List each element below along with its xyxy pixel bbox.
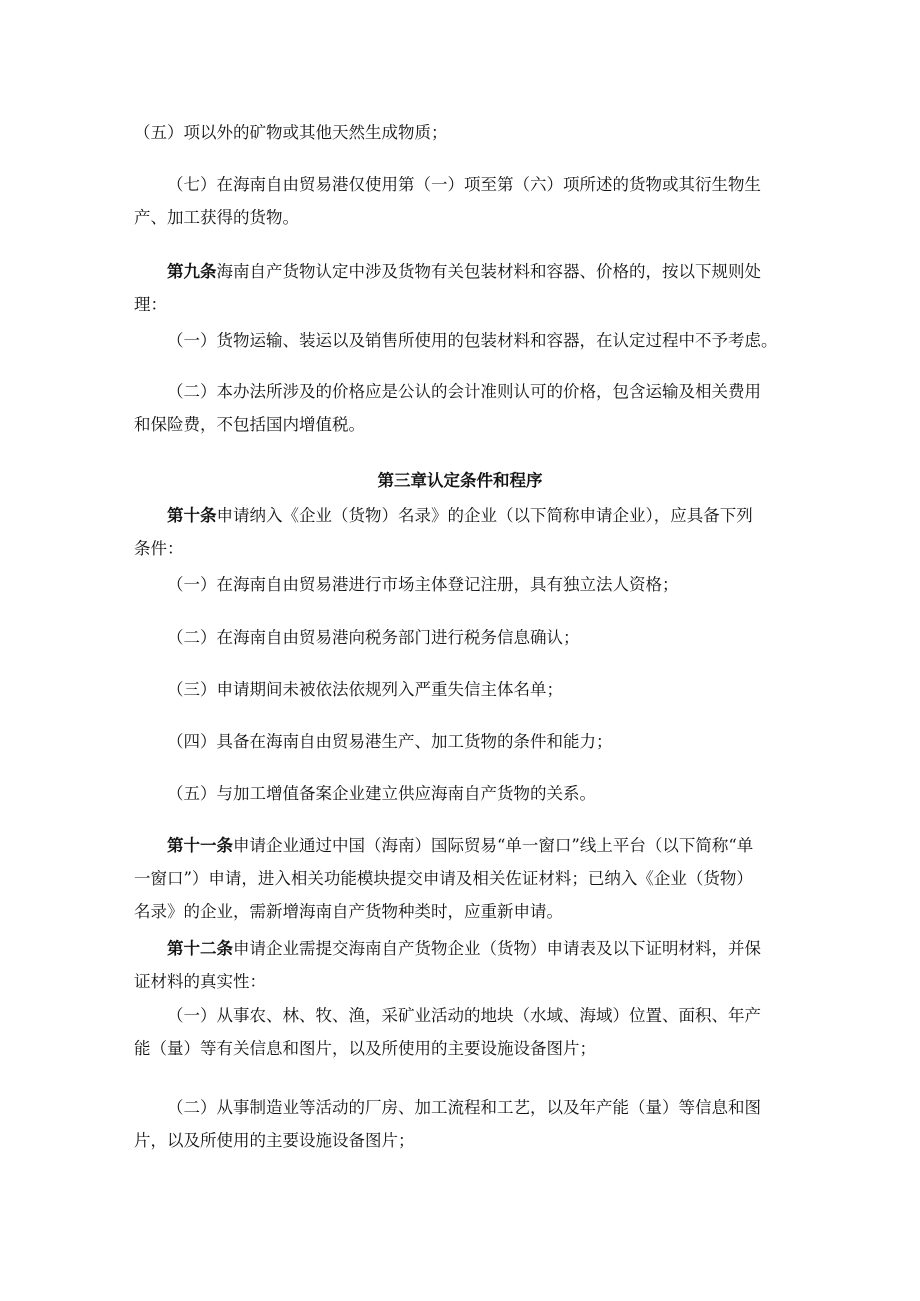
text-line: （一）货物运输、装运以及销售所使用的包装材料和容器，在认定过程中不予考虑。 <box>167 331 778 350</box>
article-9-item-2 <box>134 375 788 441</box>
article-10-item-3 <box>134 673 788 706</box>
article-12-title: 第十二条 <box>167 939 233 958</box>
text-line: 产、加工获得的货物。 <box>134 208 299 227</box>
article-10-item-5 <box>134 777 788 810</box>
text-line: （一）在海南自由贸易港进行市场主体登记注册，具有独立法人资格； <box>167 575 679 594</box>
text-line: （二）本办法所涉及的价格应是公认的会计准则认可的价格，包含运输及相关费用 <box>167 382 761 401</box>
article-10 <box>134 499 788 565</box>
text-line: 片，以及所使用的主要设施设备图片； <box>134 1131 415 1150</box>
paragraph-item-7 <box>134 168 788 234</box>
text-line <box>134 829 788 862</box>
chapter-3-heading: 第三章认定条件和程序 <box>377 471 543 490</box>
text-line: （四）具备在海南自由贸易港生产、加工货物的条件和能力； <box>167 732 613 751</box>
text-line: （五）项以外的矿物或其他天然生成物质； <box>134 123 448 142</box>
text-line: （二）在海南自由贸易港向税务部门进行税务信息确认； <box>167 628 580 647</box>
article-11 <box>134 829 788 928</box>
text-line: 和保险费，不包括国内增值税。 <box>134 415 365 434</box>
article-12-item-2 <box>134 1091 788 1157</box>
text-line: 一窗口”）申请，进入相关功能模块提交申请及相关佐证材料；已纳入《企业（货物） <box>134 869 753 888</box>
article-12-text: 申请企业需提交海南自产货物企业（货物）申请表及以下证明材料，并保 <box>233 939 761 958</box>
text-line: 理： <box>134 295 167 314</box>
article-12 <box>134 932 788 998</box>
text-line: （二）从事制造业等活动的厂房、加工流程和工艺，以及年产能（量）等信息和图 <box>167 1098 761 1117</box>
text-line: （三）申请期间未被依法依规列入严重失信主体名单； <box>167 680 563 699</box>
text-line <box>134 499 788 532</box>
article-10-item-2 <box>134 621 788 654</box>
text-line: 名录》的企业，需新增海南自产货物种类时，应重新申请。 <box>134 902 563 921</box>
text-line: （五）与加工增值备案企业建立供应海南自产货物的关系。 <box>167 784 596 803</box>
article-9 <box>134 255 788 321</box>
article-10-title: 第十条 <box>167 506 217 525</box>
text-line <box>134 255 788 288</box>
text-line: 能（量）等有关信息和图片，以及所使用的主要设施设备图片； <box>134 1039 596 1058</box>
text-line: （一）从事农、林、牧、渔，采矿业活动的地块（水域、海域）位置、面积、年产 <box>167 1006 761 1025</box>
article-11-text: 申请企业通过中国（海南）国际贸易“单一窗口”线上平台（以下简称“单 <box>233 836 754 855</box>
text-line <box>134 932 788 965</box>
article-12-item-1 <box>134 999 788 1065</box>
article-9-item-1 <box>134 324 788 357</box>
text-line: 条件： <box>134 539 184 558</box>
article-10-item-4 <box>134 725 788 758</box>
article-9-text: 海南自产货物认定中涉及货物有关包装材料和容器、价格的，按以下规则处 <box>216 262 761 281</box>
article-9-title: 第九条 <box>167 262 217 281</box>
article-10-item-1 <box>134 568 788 601</box>
text-line: （七）在海南自由贸易港仅使用第（一）项至第（六）项所述的货物或其衍生物生 <box>167 175 761 194</box>
article-10-text: 申请纳入《企业（货物）名录》的企业（以下简称申请企业），应具备下列 <box>216 506 753 525</box>
text-line: 证材料的真实性： <box>134 972 266 991</box>
article-11-title: 第十一条 <box>167 836 233 855</box>
paragraph-item-5-tail <box>134 116 788 149</box>
